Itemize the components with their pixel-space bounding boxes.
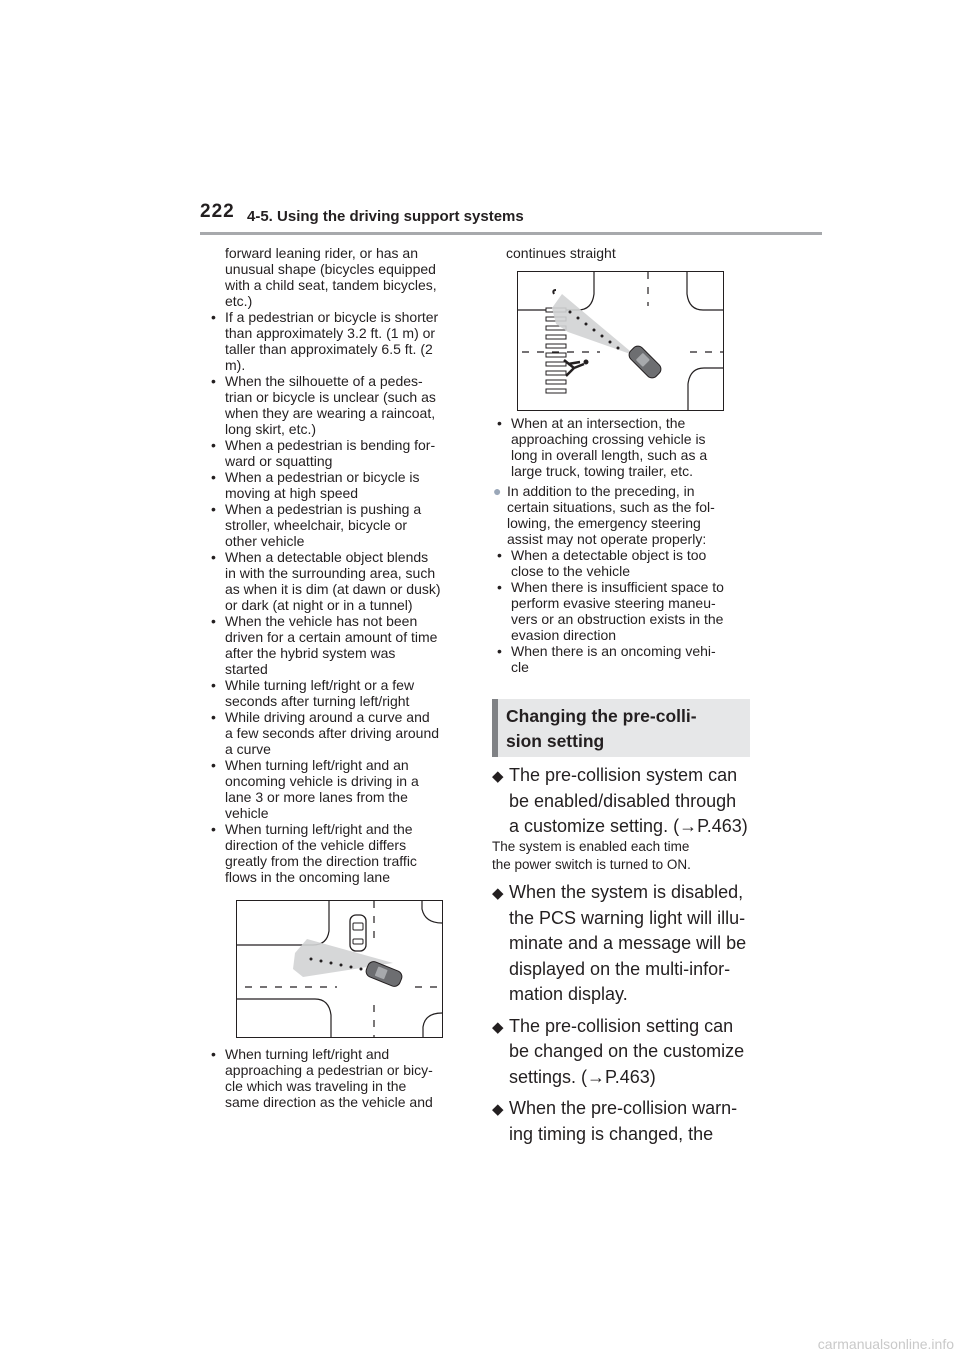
list-item-line: oncoming vehicle is driving in a — [225, 773, 419, 789]
big-list-item-line: ing timing is changed, the — [509, 1123, 714, 1144]
note-text — [492, 838, 691, 874]
list-item-line: When turning left/right and an — [225, 757, 409, 773]
footer-watermark: carmanualsonline.info — [817, 1336, 954, 1352]
diamond-bullet-icon: ◆ — [492, 768, 504, 785]
list-item-line: When a pedestrian is bending for- — [225, 437, 436, 453]
figure-turning-oncoming — [236, 900, 443, 1038]
list-item-line: as when it is dim (at dawn or dusk) — [225, 581, 441, 597]
list-item-line: stroller, wheelchair, bicycle or — [225, 517, 408, 533]
list-item — [207, 373, 469, 437]
big-list-item-line: the PCS warning light will illu- — [509, 907, 746, 928]
list-item — [207, 1046, 469, 1110]
list-item-line: When the silhouette of a pedes- — [225, 373, 423, 389]
circle-item — [493, 483, 755, 547]
list-item-line: direction of the vehicle differs — [225, 837, 407, 853]
list-item-line: cle which was traveling in the — [225, 1078, 407, 1094]
list-item-line: started — [225, 661, 268, 677]
big-list-item-line: a customize setting. (→P.463) — [509, 816, 748, 836]
bullet-dot-icon: • — [211, 469, 216, 485]
note-line-2: the power switch is turned to ON. — [492, 857, 691, 872]
list-item-line: When the vehicle has not been — [225, 613, 418, 629]
list-item-line: taller than approximately 6.5 ft. (2 — [225, 341, 433, 357]
note-line-1: The system is enabled each time — [492, 839, 690, 854]
bullet-dot-icon: • — [211, 709, 216, 725]
big-list-item — [492, 1014, 762, 1091]
list-item-line: in with the surrounding area, such — [225, 565, 436, 581]
big-list-item-line: The pre-collision system can — [509, 765, 738, 785]
right-top-line: continues straight — [506, 245, 616, 261]
big-list-item — [492, 880, 762, 1008]
big-list-item-line: be changed on the customize — [509, 1041, 745, 1061]
list-item — [493, 415, 755, 479]
left-column — [207, 245, 469, 885]
list-item-line: than approximately 3.2 ft. (1 m) or — [225, 325, 436, 341]
big-list-item-line: When the system is disabled, — [509, 882, 744, 902]
big-list-item-line: settings. (→P.463) — [509, 1066, 656, 1087]
section-header: 4-5. Using the driving support systems — [247, 208, 524, 225]
list-item — [493, 579, 755, 643]
big-item-1 — [492, 763, 762, 846]
list-item-line: When a pedestrian or bicycle is — [225, 469, 420, 485]
continuation-line: unusual shape (bicycles equipped — [225, 261, 436, 277]
header-rule — [200, 232, 822, 235]
list-item-line: flows in the oncoming lane — [225, 869, 390, 885]
diamond-bullet-icon: ◆ — [492, 1101, 504, 1118]
right-bullet-intersection — [493, 415, 755, 479]
list-item — [207, 309, 469, 373]
list-item-line: other vehicle — [225, 533, 305, 549]
list-item — [207, 501, 469, 549]
bullet-dot-icon: • — [497, 415, 502, 431]
bullet-dot-icon: • — [211, 437, 216, 453]
list-item-line: a few seconds after driving around — [225, 725, 440, 741]
big-list-item — [492, 763, 762, 840]
list-item-line: While turning left/right or a few — [225, 677, 415, 693]
section-title-line-1: Changing the pre-colli- — [506, 706, 697, 726]
bullet-dot-icon: • — [211, 373, 216, 389]
list-item — [207, 437, 469, 469]
list-item — [207, 757, 469, 821]
left-continuation — [207, 245, 469, 309]
list-item-line: If a pedestrian or bicycle is shorter — [225, 309, 439, 325]
diamond-bullet-icon: ◆ — [492, 1018, 504, 1036]
list-item-line: lane 3 or more lanes from the — [225, 789, 408, 805]
bullet-dot-icon: • — [211, 613, 216, 629]
list-item-line: ward or squatting — [225, 453, 333, 469]
big-list-item-line: displayed on the multi-infor- — [509, 958, 731, 979]
bullet-dot-icon: • — [211, 821, 216, 837]
section-title-line-2: sion setting — [506, 731, 605, 751]
section-title-box — [492, 699, 750, 757]
list-item-line: vehicle — [225, 805, 269, 821]
list-item-line: moving at high speed — [225, 485, 359, 501]
circle-item-line: In addition to the preceding, in — [507, 483, 695, 499]
right-bullet-list — [493, 547, 755, 675]
bullet-dot-icon: • — [497, 579, 502, 595]
circle-item-line: certain situations, such as the fol- — [507, 499, 715, 515]
list-item — [493, 643, 755, 675]
bullet-dot-icon: • — [211, 1046, 216, 1062]
list-item — [207, 677, 469, 709]
bullet-dot-icon: • — [497, 547, 502, 563]
list-item — [493, 547, 755, 579]
list-item-line: m). — [225, 357, 246, 373]
list-item-line: When a detectable object is too — [511, 547, 707, 563]
list-item — [207, 549, 469, 613]
list-item — [207, 709, 469, 757]
big-list-item-line: mation display. — [509, 984, 628, 1004]
circle-item-line: assist may not operate properly: — [507, 531, 707, 547]
list-item-line: cle — [511, 659, 529, 675]
list-item-line: perform evasive steering maneu- — [511, 595, 716, 611]
list-item-line: vers or an obstruction exists in the — [511, 611, 724, 627]
list-item-line: a curve — [225, 741, 271, 757]
list-item — [207, 469, 469, 501]
page-number: 222 — [200, 201, 235, 222]
bullet-dot-icon: • — [211, 501, 216, 517]
list-item-line: When turning left/right and the — [225, 821, 413, 837]
left-bottom-bullet — [207, 1046, 469, 1110]
diamond-bullet-icon: ◆ — [492, 885, 504, 902]
bullet-dot-icon: • — [211, 757, 216, 773]
list-item-line: When at an intersection, the — [511, 415, 686, 431]
list-item-line: When turning left/right and — [225, 1046, 390, 1062]
list-item-line: When there is an oncoming vehi- — [511, 643, 716, 659]
big-list-item-line: minate and a message will be — [509, 933, 747, 953]
list-item-line: When there is insufficient space to — [511, 579, 724, 595]
circle-bullet-icon: ● — [493, 483, 502, 499]
list-item-line: long in overall length, such as a — [511, 447, 708, 463]
right-circle-item — [493, 483, 755, 547]
list-item-line: When a pedestrian is pushing a — [225, 501, 422, 517]
list-item-line: or dark (at night or in a tunnel) — [225, 597, 413, 613]
list-item-line: driven for a certain amount of time — [225, 629, 438, 645]
continuation-line: forward leaning rider, or has an — [225, 245, 418, 261]
bullet-dot-icon: • — [211, 549, 216, 565]
list-item-line: close to the vehicle — [511, 563, 631, 579]
list-item — [207, 613, 469, 677]
circle-item-line: lowing, the emergency steering — [507, 515, 701, 531]
list-item-line: greatly from the direction traffic — [225, 853, 417, 869]
bullet-dot-icon: • — [497, 643, 502, 659]
big-list-item-line: When the pre-collision warn- — [509, 1098, 738, 1118]
list-item-line: evasion direction — [511, 627, 617, 643]
list-item-line: when they are wearing a raincoat, — [225, 405, 436, 421]
big-item-list — [492, 880, 762, 1153]
right-column-text — [493, 415, 755, 675]
left-bullet-list — [207, 309, 469, 885]
list-item-line: trian or bicycle is unclear (such as — [225, 389, 436, 405]
list-item-line: While driving around a curve and — [225, 709, 430, 725]
continuation-line: etc.) — [225, 293, 253, 309]
figure-intersection-crossing — [517, 271, 724, 411]
list-item — [207, 821, 469, 885]
list-item-line: long skirt, etc.) — [225, 421, 317, 437]
big-list-item-line: The pre-collision setting can — [509, 1015, 734, 1036]
bullet-dot-icon: • — [211, 309, 216, 325]
continuation-line: with a child seat, tandem bicycles, — [225, 277, 437, 293]
big-list-item — [492, 1096, 762, 1147]
list-item-line: approaching crossing vehicle is — [511, 431, 706, 447]
list-item-line: same direction as the vehicle and — [225, 1094, 433, 1110]
bullet-dot-icon: • — [211, 677, 216, 693]
list-item-line: When a detectable object blends — [225, 549, 429, 565]
list-item-line: seconds after turning left/right — [225, 693, 410, 709]
big-list-item-line: be enabled/disabled through — [509, 790, 737, 811]
list-item-line: large truck, towing trailer, etc. — [511, 463, 694, 479]
list-item-line: after the hybrid system was — [225, 645, 396, 661]
list-item-line: approaching a pedestrian or bicy- — [225, 1062, 433, 1078]
